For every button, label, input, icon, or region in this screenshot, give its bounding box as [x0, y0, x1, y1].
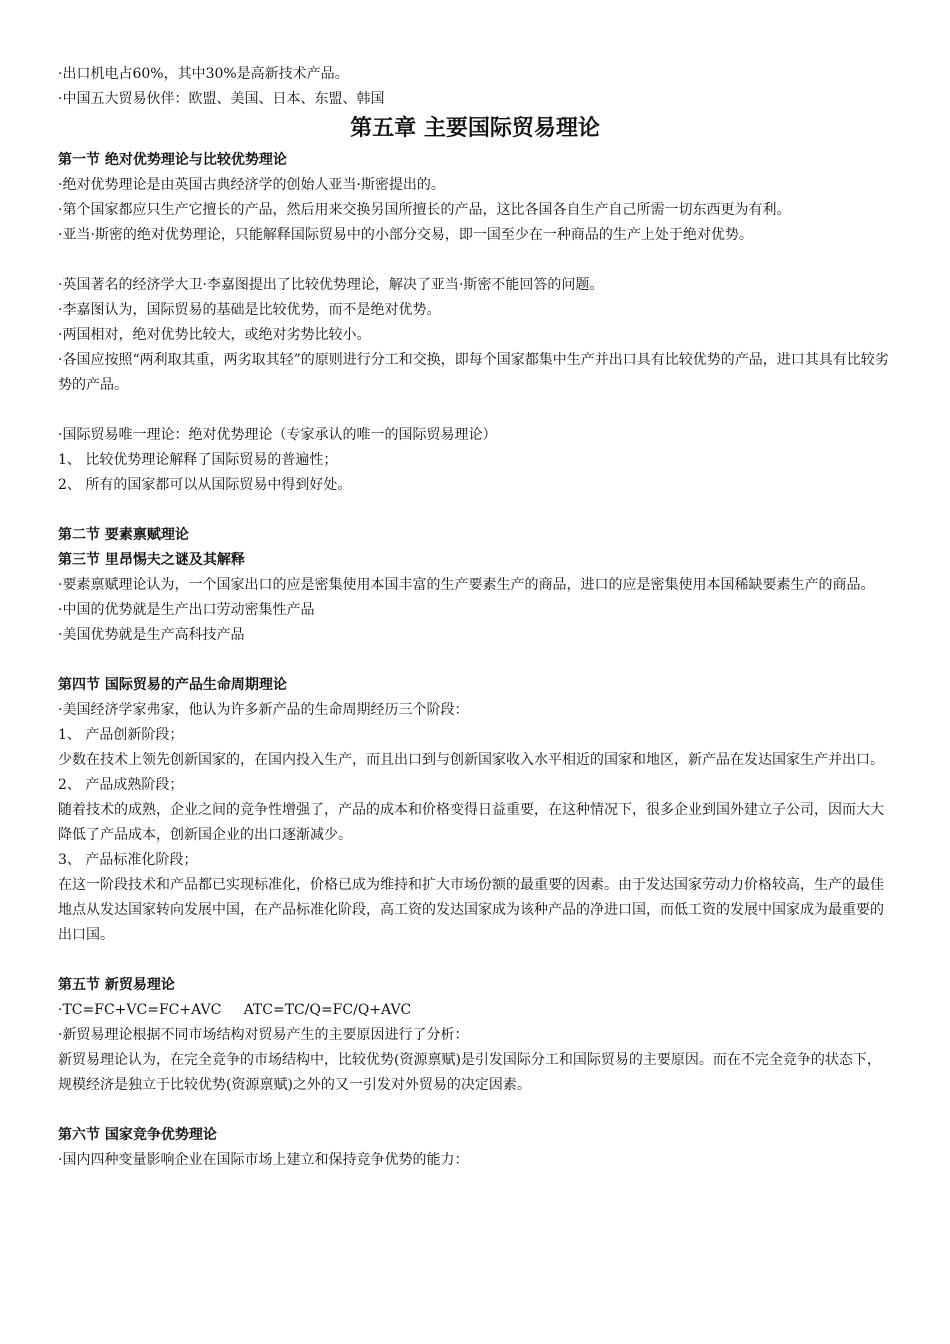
paragraph: ·亚当·斯密的绝对优势理论，只能解释国际贸易中的小部分交易，即一国至少在一种商品的生产上处于绝对优势。 — [58, 227, 753, 243]
list-item: 1、 产品创新阶段； — [58, 727, 184, 743]
section-heading: 第二节 要素禀赋理论 — [58, 527, 189, 543]
section-heading: 第四节 国际贸易的产品生命周期理论 — [58, 677, 287, 693]
paragraph: ·美国优势就是生产高科技产品 — [58, 627, 245, 643]
spacer — [58, 498, 892, 523]
section-heading: 第五节 新贸易理论 — [58, 977, 175, 993]
paragraph: ·要素禀赋理论认为，一个国家出口的应是密集使用本国丰富的生产要素生产的商品，进口的应是密集使用本国稀缺要素生产的商品。 — [58, 577, 875, 593]
list-item: 2、 所有的国家都可以从国际贸易中得到好处。 — [58, 477, 352, 493]
paragraph: 随着技术的成熟，企业之间的竞争性增强了，产品的成本和价格变得日益重要，在这种情况下，很多企业到国外建立子公司，因而大大降低了产品成本，创新国企业的出口逐渐减少。 — [58, 802, 884, 843]
section-heading: 第六节 国家竞争优势理论 — [58, 1127, 217, 1143]
paragraph: ·新贸易理论根据不同市场结构对贸易产生的主要原因进行了分析： — [58, 1027, 469, 1043]
paragraph: ·美国经济学家弗家，他认为许多新产品的生命周期经历三个阶段： — [58, 702, 469, 718]
intro-bullet: ·中国五大贸易伙伴：欧盟、美国、日本、东盟、韩国 — [58, 91, 385, 107]
list-item: 3、 产品标准化阶段； — [58, 852, 198, 868]
paragraph: ·国内四种变量影响企业在国际市场上建立和保持竞争优势的能力： — [58, 1152, 469, 1168]
list-item: 1、 比较优势理论解释了国际贸易的普遍性； — [58, 452, 338, 468]
paragraph: ·中国的优势就是生产出口劳动密集性产品 — [58, 602, 315, 618]
paragraph: ·第个国家都应只生产它擅长的产品，然后用来交换另国所擅长的产品，这比各国各自生产自己所需一切东西更为有利。 — [58, 202, 791, 218]
spacer — [58, 648, 892, 673]
paragraph: ·英国著名的经济学大卫·李嘉图提出了比较优势理论，解决了亚当·斯密不能回答的问题。 — [58, 277, 604, 293]
paragraph: ·两国相对，绝对优势比较大，或绝对劣势比较小。 — [58, 327, 371, 343]
spacer — [58, 248, 892, 273]
paragraph: 新贸易理论认为，在完全竞争的市场结构中，比较优势(资源禀赋)是引发国际分工和国际贸易的主要原因。而在不完全竞争的状态下，规模经济是独立于比较优势(资源禀赋)之外的又一引发对外贸易的决定因素。 — [58, 1052, 881, 1093]
paragraph: 少数在技术上领先创新国家的，在国内投入生产，而且出口到与创新国家收入水平相近的国家和地区，新产品在发达国家生产并出口。 — [58, 752, 884, 768]
paragraph: ·绝对优势理论是由英国古典经济学的创始人亚当·斯密提出的。 — [58, 177, 445, 193]
section-heading: 第一节 绝对优势理论与比较优势理论 — [58, 152, 287, 168]
paragraph: ·国际贸易唯一理论：绝对优势理论（专家承认的唯一的国际贸易理论） — [58, 427, 497, 443]
formula-line: ·TC=FC+VC=FC+AVC ATC=TC/Q=FC/Q+AVC — [58, 1002, 412, 1018]
spacer — [58, 948, 892, 973]
spacer — [58, 398, 892, 423]
paragraph: ·各国应按照“两利取其重，两劣取其轻”的原则进行分工和交换，即每个国家都集中生产并出口具有比较优势的产品，进口其具有比较劣势的产品。 — [58, 352, 889, 393]
document-body — [58, 62, 892, 1173]
paragraph: 在这一阶段技术和产品都已实现标准化，价格已成为维持和扩大市场份额的最重要的因素。由于发达国家劳动力价格较高，生产的最佳地点从发达国家转向发展中国，在产品标准化阶段，高工资的发达国家成为该种产品的净进口国，而低工资的发展中国家成为最重要的出口国。 — [58, 877, 884, 943]
list-item: 2、 产品成熟阶段； — [58, 777, 184, 793]
chapter-title: 第五章 主要国际贸易理论 — [350, 116, 600, 141]
intro-bullet: ·出口机电占60%，其中30%是高新技术产品。 — [58, 66, 349, 82]
section-heading: 第三节 里昂惕夫之谜及其解释 — [58, 552, 245, 568]
spacer — [58, 1098, 892, 1123]
paragraph: ·李嘉图认为，国际贸易的基础是比较优势，而不是绝对优势。 — [58, 302, 441, 318]
